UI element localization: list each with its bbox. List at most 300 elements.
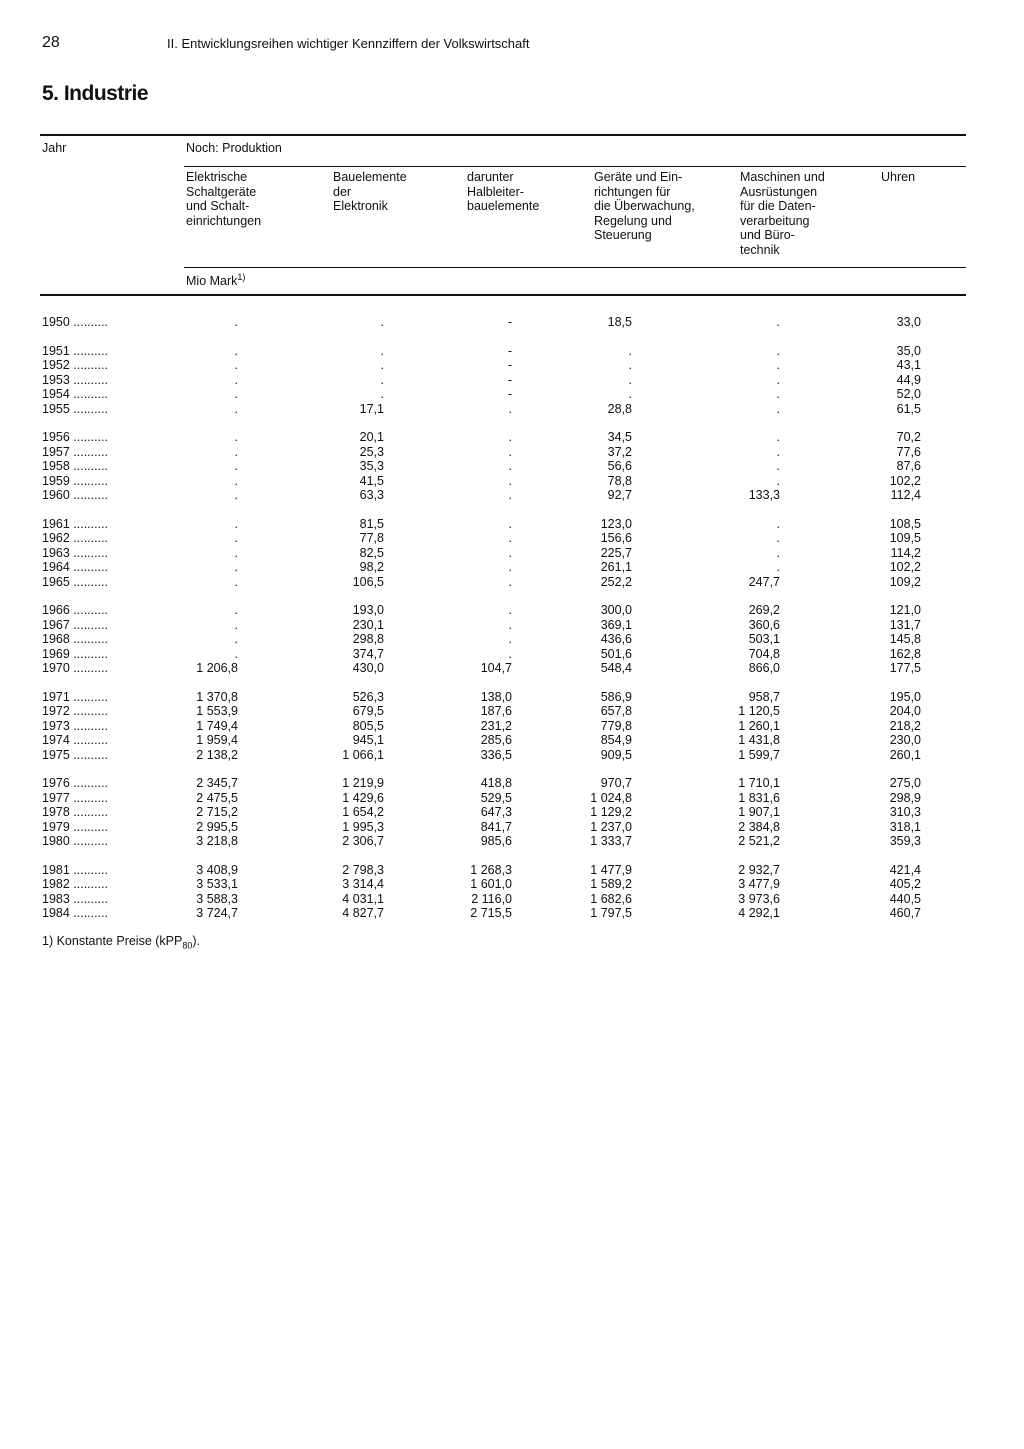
year-cell: 1980 .......... [42,834,109,848]
bauelemente-column [300,315,384,935]
col-header-maschinen: Maschinen und Ausrüstungen für die Daten- verarbeitung und Büro- technik [740,170,825,257]
value-cell: 501,6 [600,646,632,661]
unit-label [186,270,245,289]
value-cell: 114,2 [890,545,921,560]
value-cell: 112,4 [890,488,921,502]
year-cell: 1971 .......... [42,689,109,704]
value-cell: 503,1 [748,632,780,646]
col-header-year: Jahr [42,141,67,155]
value-cell: . [508,401,512,416]
value-cell: - [507,343,512,358]
year-cell: 1960 .......... [42,488,109,502]
value-cell: 106,5 [352,574,384,589]
value-cell: 374,7 [352,646,384,661]
year-cell: 1963 .......... [42,545,109,560]
value-cell: . [234,401,238,416]
value-cell: 92,7 [607,488,632,502]
value-cell: 156,6 [600,531,632,545]
value-cell: 3 408,9 [196,862,238,877]
col-header-geraete: Geräte und Ein- richtungen für die Überwachung, Regelung und Steuerung [594,170,695,242]
row-group [560,863,632,921]
value-cell: 3 218,8 [196,834,238,848]
value-cell: 37,2 [607,444,632,459]
value-cell: 1 237,0 [590,819,632,834]
year-cell: 1953 .......... [42,372,109,387]
value-cell: . [380,343,384,358]
value-cell: . [508,459,512,473]
value-cell: 2 138,2 [196,747,238,762]
year-cell: 1977 .......... [42,790,109,805]
value-cell: 70,2 [896,430,921,444]
value-cell: . [380,315,384,329]
row-group [300,690,384,763]
value-cell: 3 477,9 [738,877,780,891]
value-cell: 1 129,2 [590,805,632,819]
value-cell: 1 654,2 [342,805,384,819]
value-cell: . [628,358,632,372]
value-cell: 18,5 [607,315,632,329]
halbleiter-column [430,315,512,935]
value-cell: 2 521,2 [738,834,780,848]
value-cell: 2 715,5 [470,906,512,920]
value-cell: 421,4 [889,862,921,877]
row-group [850,690,921,763]
value-cell: . [776,545,780,560]
col-header-schaltgeraete: Elektrische Schaltgeräte und Schalt- einrichtungen [186,170,262,228]
value-cell: 81,5 [359,516,384,531]
value-cell: 1 429,6 [342,790,384,805]
value-cell: 970,7 [600,776,632,790]
footnote-text: 1) Konstante Preise (kPP [42,934,183,948]
value-cell: 369,1 [600,617,632,632]
value-cell: 460,7 [889,906,921,920]
footnote-end: ). [192,934,201,948]
value-cell: 61,5 [896,401,921,416]
value-cell: 41,5 [359,473,384,488]
value-cell: 28,8 [607,401,632,416]
row-group [300,603,384,676]
row-group [700,603,780,676]
value-cell: 1 431,8 [738,733,780,747]
row-group [850,776,921,849]
value-cell: 123,0 [600,516,632,531]
year-cell: 1975 .......... [42,747,109,762]
value-cell: . [776,444,780,459]
year-cell: 1982 .......... [42,877,109,891]
row-group [150,603,238,676]
value-cell: 854,9 [600,733,632,747]
value-cell: 647,3 [480,805,512,819]
year-cell: 1962 .......... [42,531,109,545]
value-cell: 131,7 [889,617,921,632]
value-cell: 1 959,4 [196,733,238,747]
value-cell: . [234,574,238,589]
value-cell: 102,2 [889,473,921,488]
row-group [850,344,921,417]
year-cell: 1964 .......... [42,560,109,574]
value-cell: 1 333,7 [590,834,632,848]
value-cell: 679,5 [352,704,384,718]
value-cell: 52,0 [896,387,921,401]
year-cell: 1952 .......... [42,358,109,372]
year-cell: 1969 .......... [42,646,109,661]
year-cell: 1972 .......... [42,704,109,718]
value-cell: . [508,473,512,488]
value-cell: . [234,617,238,632]
value-cell: - [507,315,512,329]
row-group [430,776,512,849]
year-cell: 1967 .......... [42,617,109,632]
year-cell: 1976 .......... [42,776,109,790]
value-cell: 1 831,6 [738,790,780,805]
row-group [560,430,632,503]
year-cell: 1958 .......... [42,459,109,473]
value-cell: 3 314,4 [342,877,384,891]
value-cell: . [776,473,780,488]
year-cell: 1974 .......... [42,733,109,747]
value-cell: 44,9 [896,372,921,387]
value-cell: . [508,632,512,646]
year-cell: 1981 .......... [42,862,109,877]
row-group [850,315,921,330]
value-cell: 35,3 [359,459,384,473]
value-cell: . [776,531,780,545]
row-group [300,315,384,330]
value-cell: 298,8 [352,632,384,646]
value-cell: 586,9 [600,689,632,704]
value-cell: 162,8 [889,646,921,661]
year-cell: 1959 .......... [42,473,109,488]
value-cell: 1 268,3 [470,862,512,877]
year-cell: 1954 .......... [42,387,109,401]
value-cell: 218,2 [889,718,921,733]
value-cell: 1 477,9 [590,862,632,877]
value-cell: 430,0 [352,661,384,675]
value-cell: . [508,574,512,589]
value-cell: . [234,315,238,329]
value-cell: 77,6 [896,444,921,459]
table-top-rule [40,134,966,136]
value-cell: . [234,343,238,358]
row-group [430,863,512,921]
value-cell: 779,8 [600,718,632,733]
row-group [850,603,921,676]
value-cell: . [628,387,632,401]
row-group [850,863,921,921]
value-cell: 360,6 [748,617,780,632]
value-cell: 958,7 [748,689,780,704]
col-header-bauelemente: Bauelemente der Elektronik [333,170,407,213]
value-cell: 252,2 [600,574,632,589]
value-cell: 2 306,7 [342,834,384,848]
row-group [150,430,238,503]
value-cell: 121,0 [889,603,921,617]
uhren-column [850,315,921,935]
row-group [150,863,238,921]
value-cell: . [508,545,512,560]
value-cell: . [508,531,512,545]
value-cell: 33,0 [896,315,921,329]
value-cell: 436,6 [600,632,632,646]
year-cell: 1970 .......... [42,661,109,675]
value-cell: 548,4 [600,661,632,675]
value-cell: . [776,516,780,531]
row-group [700,517,780,590]
value-cell: 1 599,7 [738,747,780,762]
value-cell: 841,7 [480,819,512,834]
value-cell: 2 932,7 [738,862,780,877]
value-cell: . [776,459,780,473]
value-cell: 359,3 [889,834,921,848]
row-group [560,315,632,330]
value-cell: 1 710,1 [738,776,780,790]
value-cell: 2 475,5 [196,790,238,805]
year-cell: 1961 .......... [42,516,109,531]
geraete-column [560,315,632,935]
value-cell: 35,0 [896,343,921,358]
value-cell: 77,8 [359,531,384,545]
col-header-halbleiter: darunter Halbleiter- bauelemente [467,170,540,213]
value-cell: - [507,372,512,387]
value-cell: 1 797,5 [590,906,632,920]
group-header: Noch: Produktion [186,141,282,155]
value-cell: 43,1 [896,358,921,372]
value-cell: 1 749,4 [196,718,238,733]
value-cell: 945,1 [352,733,384,747]
value-cell: 2 345,7 [196,776,238,790]
value-cell: 704,8 [748,646,780,661]
value-cell: 909,5 [600,747,632,762]
value-cell: 275,0 [889,776,921,790]
value-cell: . [234,560,238,574]
value-cell: 1 120,5 [738,704,780,718]
value-cell: 657,8 [600,704,632,718]
value-cell: 300,0 [600,603,632,617]
value-cell: 269,2 [748,603,780,617]
value-cell: . [508,603,512,617]
value-cell: 109,2 [889,574,921,589]
year-cell: 1968 .......... [42,632,109,646]
value-cell: . [234,430,238,444]
year-cell: 1984 .......... [42,906,109,920]
value-cell: 1 907,1 [738,805,780,819]
value-cell: 145,8 [889,632,921,646]
value-cell: . [776,387,780,401]
value-cell: 78,8 [607,473,632,488]
running-header: II. Entwicklungsreihen wichtiger Kennziffern der Volkswirtschaft [167,36,530,51]
value-cell: . [234,531,238,545]
row-group [700,776,780,849]
value-cell: . [776,343,780,358]
value-cell: 133,3 [748,488,780,502]
value-cell: . [380,358,384,372]
value-cell: 1 206,8 [196,661,238,675]
year-cell: 1978 .......... [42,805,109,819]
section-title: 5. Industrie [42,82,149,105]
value-cell: 109,5 [889,531,921,545]
value-cell: . [776,315,780,329]
group-header-rule [184,166,966,167]
value-cell: 17,1 [359,401,384,416]
value-cell: . [380,387,384,401]
value-cell: 2 384,8 [738,819,780,834]
value-cell: 4 827,7 [342,906,384,920]
value-cell: 56,6 [607,459,632,473]
value-cell: . [508,430,512,444]
value-cell: . [234,444,238,459]
value-cell: 1 370,8 [196,689,238,704]
value-cell: . [234,473,238,488]
row-group [150,690,238,763]
value-cell: 3 588,3 [196,891,238,906]
unit-rule [184,267,966,268]
row-group [300,517,384,590]
year-cell: 1983 .......... [42,891,109,906]
year-cell: 1965 .......... [42,574,109,589]
value-cell: . [508,617,512,632]
value-cell: 87,6 [896,459,921,473]
row-group [850,430,921,503]
unit-footnote-ref: 1) [237,272,246,282]
value-cell: 2 798,3 [342,862,384,877]
row-group [150,776,238,849]
value-cell: 440,5 [889,891,921,906]
value-cell: 418,8 [480,776,512,790]
row-group [700,863,780,921]
year-cell: 1966 .......... [42,603,109,617]
value-cell: 310,3 [889,805,921,819]
value-cell: . [508,516,512,531]
value-cell: 102,2 [889,560,921,574]
value-cell: . [234,459,238,473]
year-cell: 1957 .......... [42,444,109,459]
row-group [560,776,632,849]
value-cell: 805,5 [352,718,384,733]
value-cell: 866,0 [748,661,780,675]
year-cell: 1973 .......... [42,718,109,733]
value-cell: 318,1 [889,819,921,834]
row-group [150,344,238,417]
row-group [430,315,512,330]
value-cell: 82,5 [359,545,384,560]
row-group [700,430,780,503]
value-cell: 4 031,1 [342,891,384,906]
value-cell: . [508,646,512,661]
value-cell: . [628,372,632,387]
year-cell: 1956 .......... [42,430,109,444]
value-cell: 108,5 [889,516,921,531]
value-cell: 1 601,0 [470,877,512,891]
value-cell: 1 682,6 [590,891,632,906]
value-cell: . [628,343,632,358]
value-cell: 1 260,1 [738,718,780,733]
value-cell: 98,2 [359,560,384,574]
row-group [560,690,632,763]
value-cell: 2 116,0 [471,891,512,906]
value-cell: 187,6 [480,704,512,718]
value-cell: . [508,488,512,502]
value-cell: 4 292,1 [738,906,780,920]
schaltgeraete-column [150,315,238,935]
year-cell: 1951 .......... [42,343,109,358]
row-group [560,344,632,417]
value-cell: - [507,387,512,401]
value-cell: . [234,632,238,646]
value-cell: 529,5 [480,790,512,805]
value-cell: 985,6 [480,834,512,848]
value-cell: 20,1 [359,430,384,444]
value-cell: 298,9 [889,790,921,805]
row-group [430,603,512,676]
year-cell: 1979 .......... [42,819,109,834]
value-cell: 1 219,9 [342,776,384,790]
value-cell: 63,3 [359,488,384,502]
value-cell: . [234,387,238,401]
row-group [560,603,632,676]
value-cell: 526,3 [352,689,384,704]
row-group [150,517,238,590]
value-cell: . [234,603,238,617]
unit-text: Mio Mark [186,274,238,289]
value-cell: 1 553,9 [196,704,238,718]
value-cell: 177,5 [889,661,921,675]
row-group [700,315,780,330]
value-cell: 3 724,7 [196,906,238,920]
value-cell: - [507,358,512,372]
value-cell: 3 973,6 [738,891,780,906]
value-cell: . [234,646,238,661]
value-cell: 138,0 [480,689,512,704]
value-cell: . [234,516,238,531]
value-cell: . [508,444,512,459]
value-cell: 261,1 [600,560,632,574]
value-cell: 25,3 [359,444,384,459]
footnote-subscript: 80 [182,940,193,951]
row-group [700,690,780,763]
value-cell: 1 024,8 [590,790,632,805]
value-cell: 104,7 [480,661,512,675]
value-cell: 195,0 [889,689,921,704]
row-group [300,776,384,849]
value-cell: . [508,560,512,574]
value-cell: 230,0 [889,733,921,747]
value-cell: . [234,545,238,560]
value-cell: 231,2 [480,718,512,733]
value-cell: 405,2 [889,877,921,891]
value-cell: 204,0 [889,704,921,718]
row-group [300,344,384,417]
maschinen-column [700,315,780,935]
value-cell: . [380,372,384,387]
value-cell: . [234,372,238,387]
value-cell: . [234,358,238,372]
page-number: 28 [42,34,60,51]
value-cell: 230,1 [352,617,384,632]
value-cell: . [776,372,780,387]
value-cell: . [776,358,780,372]
value-cell: 3 533,1 [196,877,238,891]
footnote [42,934,200,951]
col-header-uhren: Uhren [881,170,916,184]
value-cell: . [776,401,780,416]
value-cell: 2 715,2 [196,805,238,819]
row-group [700,344,780,417]
row-group [150,315,238,330]
value-cell: . [776,430,780,444]
value-cell: . [234,488,238,502]
value-cell: 1 589,2 [590,877,632,891]
row-group [430,690,512,763]
